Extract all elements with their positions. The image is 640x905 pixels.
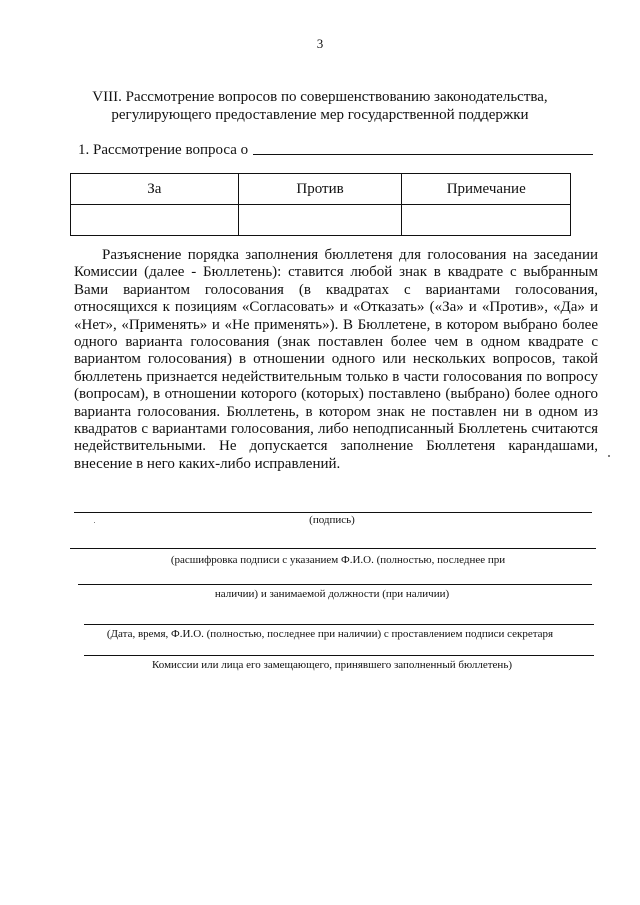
section-title (60, 88, 580, 124)
vote-table (70, 173, 571, 236)
signature-line[interactable] (74, 512, 592, 513)
page-number: 3 (316, 36, 324, 51)
secretary-line-2[interactable] (84, 655, 594, 656)
secretary-line[interactable] (84, 624, 594, 625)
name-caption-line-2: наличии) и занимаемой должности (при наличии) (214, 588, 450, 600)
position-line[interactable] (78, 584, 592, 585)
secretary-caption-line-2: Комиссии или лица его замещающего, принявшего заполненный бюллетень) (151, 659, 513, 671)
vote-table-row (71, 205, 571, 236)
section-title-line-1: VIII. Рассмотрение вопросов по совершенствованию законодательства, (92, 89, 548, 105)
name-line[interactable] (70, 548, 596, 549)
header-note: Примечание (402, 174, 571, 205)
section-title-line-2: регулирующего предоставление мер государственной поддержки (111, 107, 529, 123)
signature-caption: (подпись) (309, 514, 355, 526)
secretary-caption-line-1: (Дата, время, Ф.И.О. (полностью, последнее при наличии) с проставлением подписи секретаря (106, 628, 554, 640)
header-against: Против (238, 174, 402, 205)
header-for: За (71, 174, 239, 205)
question-blank-line[interactable] (253, 154, 593, 155)
scan-speck (608, 455, 610, 457)
vote-box-for[interactable] (71, 205, 239, 236)
vote-box-note[interactable] (402, 205, 571, 236)
name-caption-line-1: (расшифровка подписи с указанием Ф.И.О. (полностью, последнее при (170, 554, 506, 566)
vote-table-header-row (71, 174, 571, 205)
explanation-paragraph: Разъяснение порядка заполнения бюллетеня для голосования на заседании Комиссии (далее - Бюллетень): ставится любой знак в квадрате с выбранным Вами вариантом голосования (в квадратах с вариантами голосования, относящихся к позициям «Согласовать» и «Отказать» («За» и «Против», «Да» и «Нет», «Применять» и «Не применять»). В Бюллетене, в котором выбрано более одного варианта голосования (знак поставлен более чем в одном квадрате с вариантом голосования) в отношении одного или нескольких вопросов, такой бюллетень признается недействительным только в части голосования по вопросу (вопросам), в отношении которого (которых) поставлено (выбрано) более одного варианта голосования. Бюллетень, в котором знак не поставлен ни в одном из квадратов с вариантами голосования, либо неподписанный Бюллетень считаются недействительными. Не допускается заполнение Бюллетеня карандашами, внесение в него каких-либо исправлений. (74, 247, 598, 472)
vote-box-against[interactable] (238, 205, 402, 236)
question-label: 1. Рассмотрение вопроса о (78, 142, 249, 158)
